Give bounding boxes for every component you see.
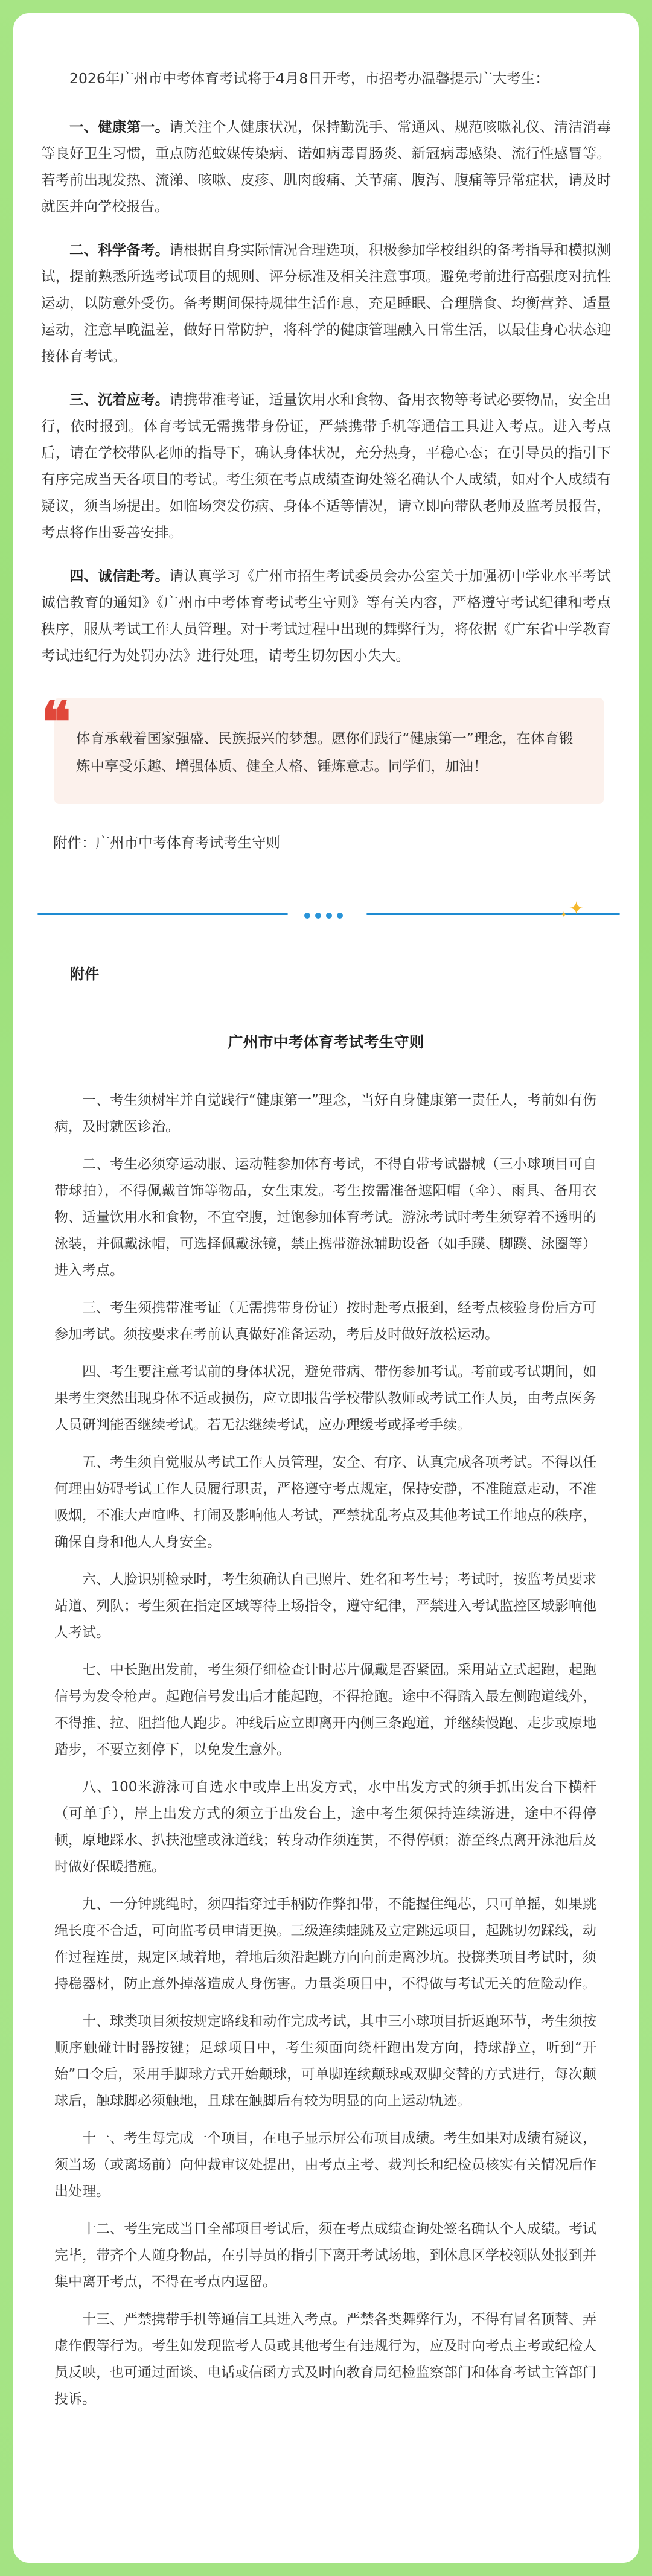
- rule-item: 三、考生须携带准考证（无需携带身份证）按时赴考点报到，经考点核验身份后方可参加考试。须按要求在考前认真做好准备运动，考后及时做好放松运动。: [54, 1300, 596, 1342]
- rule-item: 四、考生要注意考试前的身体状况，避免带病、带伤参加考试。考前或考试期间，如果考生突然出现身体不适或损伤，应立即报告学校带队教师或考试工作人员，由考点医务人员研判能否继续考试。若无法继续考试，应办理缓考或择考手续。: [54, 1364, 596, 1433]
- rule-item: 十、球类项目须按规定路线和动作完成考试，其中三小球项目折返跑环节，考生须按顺序触碰计时器按键；足球项目中，考生须面向绕杆跑出发方向，持球静立，听到“开始”口令后，采用手脚球方式开始颠球，可单脚连续颠球或双脚交替的方式进行，每次颠球后，触球脚必须触地，且球在触脚后有较为明显的向上运动轨迹。: [54, 2013, 596, 2109]
- sparkle-small-icon: ✦: [560, 910, 567, 920]
- intro-paragraph: 2026年广州市中考体育考试将于4月8日开考，市招考办温馨提示广大考生：: [69, 70, 549, 87]
- tip-heading: 二、科学备考。: [69, 241, 170, 258]
- rule-item: 十一、考生每完成一个项目，在电子显示屏公布项目成绩。考生如果对成绩有疑议，须当场（或离场前）向仲裁审议处提出，由考点主考、裁判长和纪检员核实有关情况后作出处理。: [54, 2131, 596, 2199]
- tip-text: 请携带准考证，适量饮用水和食物、备用衣物等考试必要物品，安全出行，依时报到。体育考试无需携带身份证，严禁携带手机等通信工具进入考点。进入考点后，请在学校带队老师的指导下，确认身体状况，充分热身，平稳心态；在引导员的指引下有序完成当天各项目的考试。考生须在考点成绩查询处签名确认个人成绩，如对个人成绩有疑议，须当场提出。如临场突发伤病、身体不适等情况，请立即向带队老师及监考员报告，考点将作出妥善安排。: [41, 391, 612, 541]
- rules-list: [54, 1087, 596, 2412]
- tip-paragraph-prepare: [41, 237, 611, 369]
- attachment-label: 附件: [70, 966, 99, 983]
- quote-block: [41, 689, 611, 804]
- article-card: [13, 13, 639, 2563]
- rule-item: 六、人脸识别检录时，考生须确认自己照片、姓名和考生号；考试时，按监考员要求站道、列队；考生须在指定区域等待上场指令，遵守纪律，严禁进入考试监控区域影响他人考试。: [54, 1572, 596, 1640]
- tip-paragraph-exam: [41, 386, 611, 546]
- document-title: 广州市中考体育考试考生守则: [228, 1033, 424, 1051]
- tip-heading: 一、健康第一。: [69, 118, 170, 135]
- rule-item: 七、中长跑出发前，考生须仔细检查计时芯片佩戴是否紧固。采用站立式起跑，起跑信号为发令枪声。起跑信号发出后才能起跑，不得抢跑。途中不得踏入最左侧跑道线外，不得推、拉、阻挡他人跑步。冲线后应立即离开内侧三条跑道，并继续慢跑、走步或原地踏步，不要立刻停下，以免发生意外。: [54, 1662, 596, 1758]
- tip-text: 请根据自身实际情况合理选项，积极参加学校组织的备考指导和模拟测试，提前熟悉所选考试项目的规则、评分标准及相关注意事项。避免考前进行高强度对抗性运动，以防意外受伤。备考期间保持规律生活作息，充足睡眠、合理膳食、均衡营养、适量运动，注意早晚温差，做好日常防护，将科学的健康管理融入日常生活，以最佳身心状态迎接体育考试。: [41, 241, 612, 365]
- tip-text: 请认真学习《广州市招生考试委员会办公室关于加强初中学业水平考试诚信教育的通知》《广州市中考体育考试考生守则》等有关内容，严格遵守考试纪律和考点秩序，服从考试工作人员管理。对于考试过程中出现的舞弊行为，将依据《广东省中学教育考试违纪行为处罚办法》进行处理，请考生切勿因小失大。: [41, 567, 612, 664]
- rule-item: 十三、严禁携带手机等通信工具进入考点。严禁各类舞弊行为，不得有冒名顶替、弄虚作假等行为。考生如发现监考人员或其他考生有违规行为，应及时向考点主考或纪检人员反映，也可通过面谈、电话或信函方式及时向教育局纪检监察部门和体育考试主管部门投诉。: [54, 2312, 596, 2407]
- section-divider: [37, 898, 615, 926]
- sparkle-icon: ✦: [569, 898, 584, 919]
- tip-text: 请关注个人健康状况，保持勤洗手、常通风、规范咳嗽礼仪、清洁消毒等良好卫生习惯，重点防范蚊媒传染病、诺如病毒胃肠炎、新冠病毒感染、流行性感冒等。若考前出现发热、流涕、咳嗽、皮疹、肌肉酸痛、关节痛、腹泻、腹痛等异常症状，请及时就医并向学校报告。: [41, 118, 612, 215]
- tip-paragraph-integrity: [41, 563, 611, 669]
- attachment-reference: 附件：广州市中考体育考试考生守则: [53, 834, 280, 851]
- tip-paragraph-health: [41, 113, 611, 220]
- rule-item: 十二、考生完成当日全部项目考试后，须在考点成绩查询处签名确认个人成绩。考试完毕，带齐个人随身物品，在引导员的指引下离开考试场地，到休息区学校领队处报到并集中离开考点，不得在考点内逗留。: [54, 2221, 596, 2290]
- rule-item: 五、考生须自觉服从考试工作人员管理，安全、有序、认真完成各项考试。不得以任何理由妨碍考试工作人员履行职责，严格遵守考点规定，保持安静，不准随意走动，不准吸烟，不准大声喧哗、打闹及影响他人考试，严禁扰乱考点及其他考试工作地点的秩序，确保自身和他人人身安全。: [54, 1455, 596, 1550]
- quote-text: 体育承载着国家强盛、民族振兴的梦想。愿你们践行“健康第一”理念，在体育锻炼中享受乐趣、增强体质、健全人格、锤炼意志。同学们，加油！: [54, 698, 604, 804]
- rule-item: 八、100米游泳可自选水中或岸上出发方式，水中出发方式的须手抓出发台下横杆（可单手），岸上出发方式的须立于出发台上，途中考生须保持连续游进，途中不得停顿，原地踩水、扒扶池壁或泳道线；转身动作须连贯，不得停顿；游至终点离开泳池后及时做好保暖措施。: [54, 1779, 596, 1875]
- divider-line-left: [37, 913, 288, 915]
- rule-item: 一、考生须树牢并自觉践行“健康第一”理念，当好自身健康第一责任人，考前如有伤病，及时就医诊治。: [54, 1092, 596, 1135]
- tip-heading: 四、诚信赴考。: [69, 567, 170, 584]
- quote-mark-icon: ❝: [41, 689, 71, 754]
- tip-heading: 三、沉着应考。: [69, 391, 170, 408]
- rule-item: 九、一分钟跳绳时，须四指穿过手柄防作弊扣带，不能握住绳芯，只可单摇，如果跳绳长度不合适，可向监考员申请更换。三级连续蛙跳及立定跳远项目，起跳切勿踩线，动作过程连贯，规定区域着地，着地后须沿起跳方向向前走离沙坑。投掷类项目考试时，须持稳器材，防止意外掉落造成人身伤害。力量类项目中，不得做与考试无关的危险动作。: [54, 1896, 596, 1992]
- divider-dots-icon: [302, 910, 356, 918]
- rule-item: 二、考生必须穿运动服、运动鞋参加体育考试，不得自带考试器械（三小球项目可自带球拍），不得佩戴首饰等物品，女生束发。考生按需准备遮阳帽（伞）、雨具、备用衣物、适量饮用水和食物，不宜空腹，过饱参加体育考试。游泳考试时考生须穿着不透明的泳装，并佩戴泳帽，可选择佩戴泳镜，禁止携带游泳辅助设备（如手蹼、脚蹼、泳圈等）进入考点。: [54, 1156, 596, 1278]
